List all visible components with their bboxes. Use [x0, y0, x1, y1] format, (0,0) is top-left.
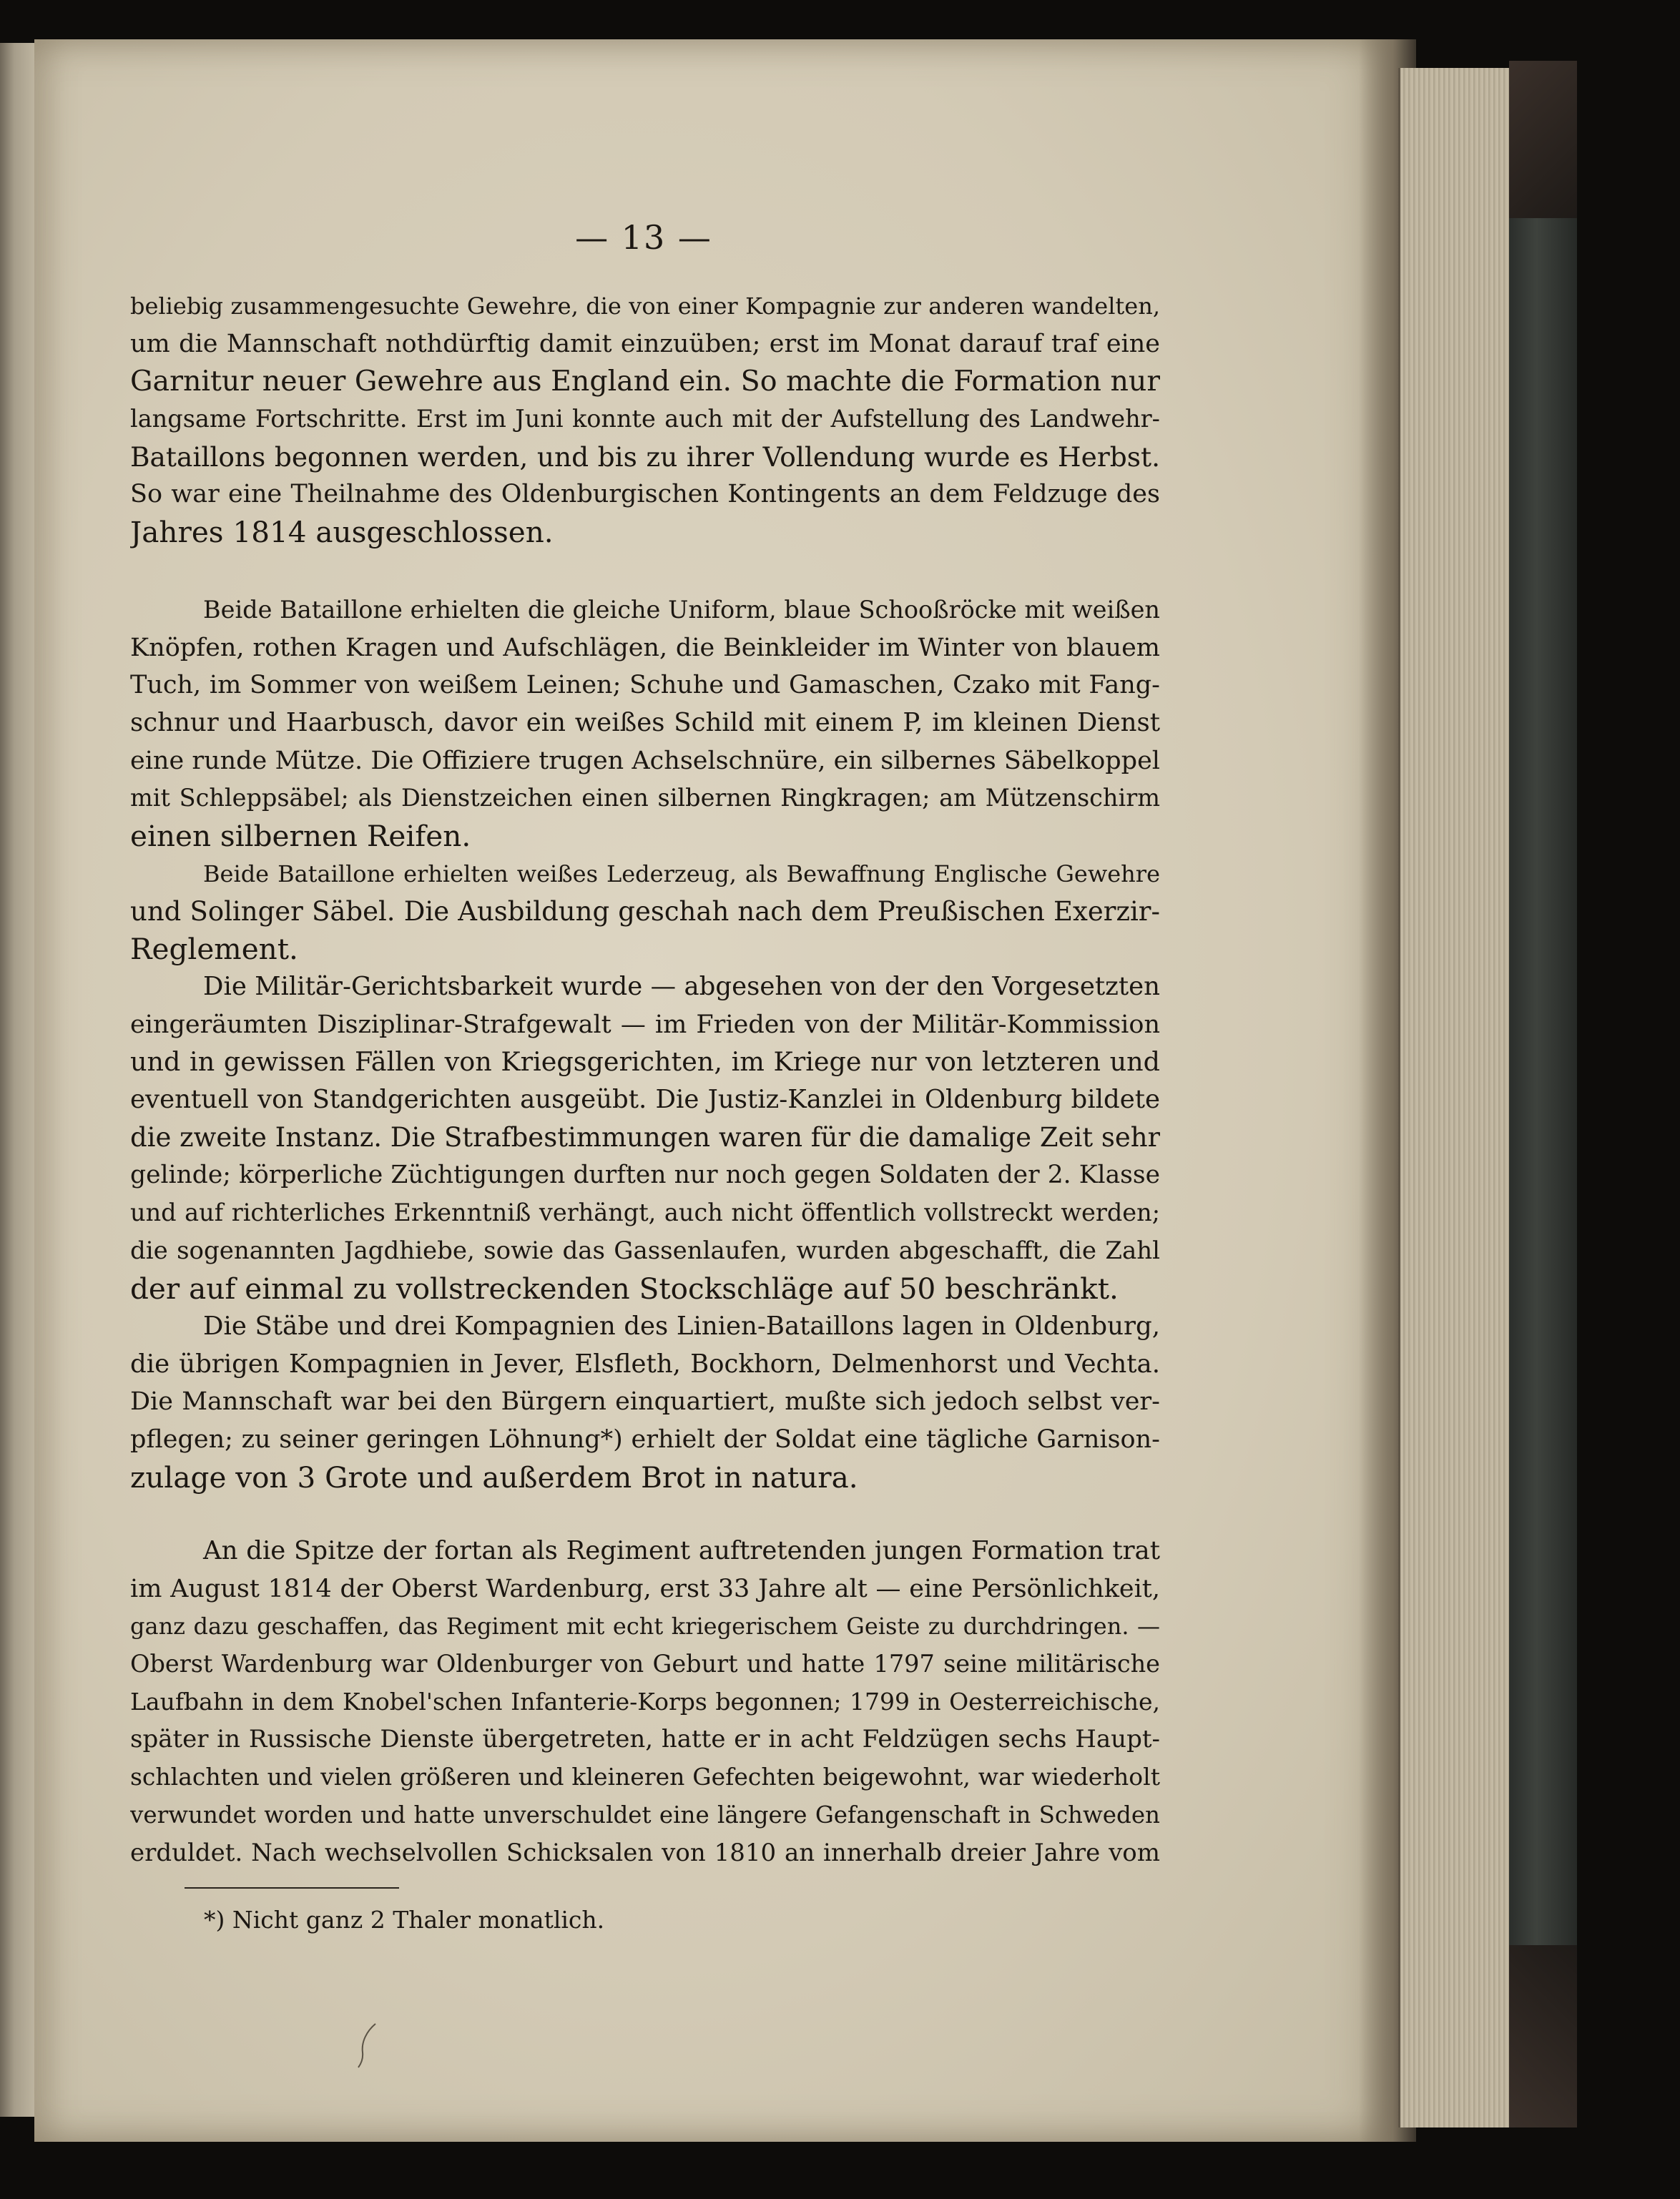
- text-line: Reglement.: [130, 932, 298, 967]
- text-line: So war eine Theilnahme des Oldenburgischen Kontingents an dem Feldzuge des: [130, 480, 1160, 509]
- text-line: einen silbernen Reifen.: [130, 819, 471, 854]
- text-line: zulage von 3 Grote und außerdem Brot in natura.: [130, 1460, 858, 1495]
- text-line: Bataillons begonnen werden, und bis zu ihrer Vollendung wurde es Herbst.: [130, 441, 1160, 473]
- footnote: *) Nicht ganz 2 Thaler monatlich.: [204, 1906, 605, 1934]
- footnote-rule: [185, 1887, 399, 1889]
- text-line: erduldet. Nach wechselvollen Schicksalen von 1810 an innerhalb dreier Jahre vom: [130, 1838, 1160, 1867]
- page-number: — 13 —: [575, 218, 712, 257]
- text-line: und Solinger Säbel. Die Ausbildung geschah nach dem Preußischen Exerzir-: [130, 895, 1160, 927]
- paragraph-1: [130, 287, 1160, 551]
- text-line: und in gewissen Fällen von Kriegsgerichten, im Kriege nur von letzteren und: [130, 1046, 1160, 1078]
- paragraph-4: [130, 968, 1160, 1307]
- text-line: Beide Bataillone erhielten die gleiche Uniform, blaue Schooßröcke mit weißen: [203, 596, 1160, 624]
- text-line: Die Stäbe und drei Kompagnien des Linien-Bataillons lagen in Oldenburg,: [203, 1312, 1160, 1341]
- pencil-mark: [354, 2020, 383, 2070]
- text-line: Knöpfen, rothen Kragen und Aufschlägen, die Beinkleider im Winter von blauem: [130, 633, 1160, 662]
- text-line: beliebig zusammengesuchte Gewehre, die von einer Kompagnie zur anderen wandelten,: [130, 292, 1160, 320]
- text-line: Die Militär-Gerichtsbarkeit wurde — abgesehen von der den Vorgesetzten: [203, 972, 1160, 1001]
- text-line: die zweite Instanz. Die Strafbestimmungen waren für die damalige Zeit sehr: [130, 1121, 1160, 1153]
- text-line: eventuell von Standgerichten ausgeübt. Die Justiz-Kanzlei in Oldenburg bildete: [130, 1085, 1160, 1115]
- left-page-edge: [0, 43, 36, 2117]
- text-line: Oberst Wardenburg war Oldenburger von Geburt und hatte 1797 seine militärische: [130, 1650, 1160, 1678]
- text-line: eine runde Mütze. Die Offiziere trugen Achselschnüre, ein silbernes Säbelkoppel: [130, 746, 1160, 775]
- text-line: die übrigen Kompagnien in Jever, Elsfleth, Bockhorn, Delmenhorst und Vechta.: [130, 1349, 1160, 1379]
- paragraph-5: [130, 1308, 1160, 1496]
- paragraph-2: [130, 591, 1160, 855]
- cover-corner-top: [1509, 61, 1577, 218]
- text-line: Die Mannschaft war bei den Bürgern einquartiert, mußte sich jedoch selbst ver-: [130, 1387, 1160, 1417]
- text-line: gelinde; körperliche Züchtigungen durften nur noch gegen Soldaten der 2. Klasse: [130, 1161, 1160, 1190]
- text-line: im August 1814 der Oberst Wardenburg, erst 33 Jahre alt — eine Persönlichkeit,: [130, 1574, 1160, 1603]
- text-line: der auf einmal zu vollstreckenden Stockschläge auf 50 beschränkt.: [130, 1271, 1119, 1306]
- text-line: Laufbahn in dem Knobel'schen Infanterie-Korps begonnen; 1799 in Oesterreichische,: [130, 1687, 1160, 1716]
- book-cover: [1509, 61, 1577, 2127]
- text-line: um die Mannschaft nothdürftig damit einzuüben; erst im Monat darauf traf eine: [130, 329, 1160, 358]
- text-line: eingeräumten Disziplinar-Strafgewalt — im Frieden von der Militär-Kommission: [130, 1010, 1160, 1039]
- text-line: ganz dazu geschaffen, das Regiment mit echt kriegerischem Geiste zu durchdringen. —: [130, 1613, 1160, 1640]
- cover-corner-bottom: [1509, 1945, 1577, 2127]
- text-line: und auf richterliches Erkenntniß verhängt, auch nicht öffentlich vollstreckt werden;: [130, 1199, 1160, 1227]
- text-line: Beide Bataillone erhielten weißes Lederzeug, als Bewaffnung Englische Gewehre: [203, 860, 1160, 887]
- text-line: Tuch, im Sommer von weißem Leinen; Schuhe und Gamaschen, Czako mit Fang-: [130, 671, 1160, 700]
- paragraph-3: [130, 855, 1160, 968]
- text-line: pflegen; zu seiner geringen Löhnung*) erhielt der Soldat eine tägliche Garnison-: [130, 1425, 1160, 1455]
- text-line: die sogenannten Jagdhiebe, sowie das Gassenlaufen, wurden abgeschafft, die Zahl: [130, 1236, 1160, 1265]
- text-line: An die Spitze der fortan als Regiment auftretenden jungen Formation trat: [203, 1536, 1160, 1565]
- page-stack: [1398, 68, 1511, 2127]
- text-line: später in Russische Dienste übergetreten, hatte er in acht Feldzügen sechs Haupt-: [130, 1725, 1160, 1754]
- text-line: schlachten und vielen größeren und kleineren Gefechten beigewohnt, war wiederholt: [130, 1763, 1160, 1791]
- text-line: langsame Fortschritte. Erst im Juni konnte auch mit der Aufstellung des Landwehr-: [130, 405, 1160, 433]
- text-line: schnur und Haarbusch, davor ein weißes Schild mit einem P, im kleinen Dienst: [130, 708, 1160, 738]
- text-line: Jahres 1814 ausgeschlossen.: [130, 515, 554, 550]
- paragraph-6: [130, 1533, 1160, 1871]
- text-line: mit Schleppsäbel; als Dienstzeichen einen silbernen Ringkragen; am Mützenschirm: [130, 784, 1160, 812]
- text-line: verwundet worden und hatte unverschuldet eine längere Gefangenschaft in Schweden: [130, 1801, 1160, 1829]
- text-line: Garnitur neuer Gewehre aus England ein. So machte die Formation nur: [130, 365, 1160, 398]
